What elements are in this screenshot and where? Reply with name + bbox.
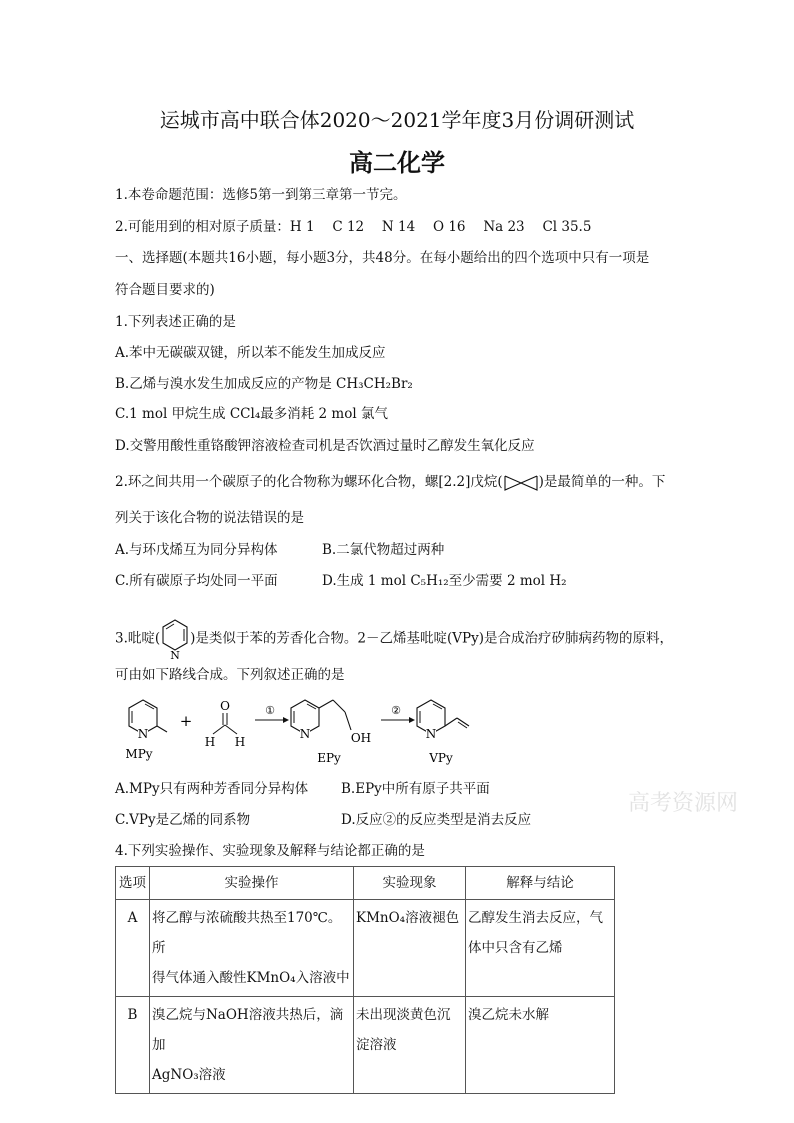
row-a-operation-l1: 将乙醇与浓硫酸共热至170℃。所 (152, 910, 342, 956)
row-b-phenomenon (354, 997, 466, 1094)
q3-option-b: B.EPy中所有原子共平面 (341, 781, 490, 797)
experiment-table (115, 866, 615, 1094)
q1-option-d: D.交警用酸性重铬酸钾溶液检查司机是否饮酒过量时乙醇发生氧化反应 (115, 438, 535, 454)
section-heading-cont: 符合题目要求的) (115, 282, 215, 298)
row-a-phenomenon (354, 900, 466, 997)
note-atomic-masses: 2.可能用到的相对原子质量：H 1 C 12 N 14 O 16 Na 23 Cl 35.5 (115, 219, 592, 235)
epy-oh-group: OH (350, 731, 372, 745)
row-b-operation (150, 997, 354, 1094)
epy-n-atom: N (299, 727, 311, 741)
mpy-structure (125, 700, 167, 761)
header-phenomenon: 实验现象 (354, 867, 466, 900)
header-operation: 实验操作 (150, 867, 354, 900)
pyridine-structure (160, 617, 190, 661)
row-a-option: A (116, 900, 150, 997)
table-row (116, 900, 615, 997)
watermark: 高考资源网 (628, 791, 739, 816)
q1-stem: 1.下列表述正确的是 (115, 314, 236, 330)
row-a-conclusion-l1: 乙醇发生消去反应，气 (468, 910, 603, 926)
row-a-conclusion (466, 900, 615, 997)
formaldehyde-h-left: H (204, 735, 216, 749)
exam-title: 运城市高中联合体2020～2021学年度3月份调研测试 (159, 108, 635, 132)
vpy-structure (417, 700, 469, 765)
formaldehyde-structure (205, 699, 245, 749)
row-a-phenomenon-l1: KMnO₄溶液褪色 (356, 910, 460, 926)
q3-option-c: C.VPy是乙烯的同系物 (115, 812, 251, 828)
table-row (116, 997, 615, 1094)
step-1-label: ① (265, 704, 275, 717)
section-heading: 一、选择题(本题共16小题，每小题3分，共48分。在每小题给出的四个选项中只有一项是 (115, 250, 650, 266)
row-b-option: B (116, 997, 150, 1094)
q1-option-b: B.乙烯与溴水发生加成反应的产物是 CH₃CH₂Br₂ (115, 376, 413, 392)
row-b-conclusion (466, 997, 615, 1094)
reaction-scheme (115, 692, 495, 774)
row-b-phenomenon-l2: 淀溶液 (356, 1037, 397, 1053)
q2-option-c: C.所有碳原子均处同一平面 (115, 573, 278, 589)
mpy-label: MPy (125, 747, 153, 761)
header-conclusion: 解释与结论 (466, 867, 615, 900)
q2-option-a: A.与环戊烯互为同分异构体 (115, 542, 278, 558)
q1-option-a: A.苯中无碳碳双键，所以苯不能发生加成反应 (115, 345, 386, 361)
q3-stem-pre: 3.吡啶( (115, 630, 161, 647)
q4-stem: 4.下列实验操作、实验现象及解释与结论都正确的是 (115, 843, 425, 859)
vpy-n-atom: N (425, 727, 437, 741)
q3-stem-post: )是类似于苯的芳香化合物。2－乙烯基吡啶(VPy)是合成治疗矽肺病药物的原料， (190, 630, 674, 647)
q3-option-d: D.反应②的反应类型是消去反应 (341, 812, 532, 828)
table-header-row (116, 867, 615, 900)
q2-stem-cont: 列关于该化合物的说法错误的是 (115, 510, 304, 526)
epy-label: EPy (317, 751, 341, 765)
vpy-label: VPy (429, 751, 453, 765)
row-a-operation-l2: 得气体通入酸性KMnO₄入溶液中 (152, 970, 350, 986)
row-a-conclusion-l2: 体中只含有乙烯 (468, 940, 563, 956)
row-b-phenomenon-l1: 未出现淡黄色沉 (356, 1007, 451, 1023)
q3-option-a: A.MPy只有两种芳香同分异构体 (115, 781, 309, 797)
subject-title: 高二化学 (349, 148, 445, 177)
epy-structure (291, 700, 371, 765)
q2-option-b: B.二氯代物超过两种 (322, 542, 445, 558)
q2-stem-post: )是最简单的一种。下 (538, 474, 666, 490)
q2-option-d: D.生成 1 mol C₅H₁₂至少需要 2 mol H₂ (322, 573, 567, 589)
header-option: 选项 (116, 867, 150, 900)
q2-stem (115, 473, 665, 492)
q3-stem-cont: 可由如下路线合成。下列叙述正确的是 (115, 667, 345, 683)
formaldehyde-h-right: H (234, 735, 246, 749)
note-scope: 1.本卷命题范围：选修5第一到第三章第一节完。 (115, 187, 407, 203)
q3-stem (115, 617, 673, 661)
q2-stem-pre: 2.环之间共用一个碳原子的化合物称为螺环化合物，螺[2.2]戊烷( (115, 474, 503, 490)
plus-sign: + (179, 712, 193, 730)
pyridine-n-label: N (170, 649, 180, 661)
row-b-operation-l2: AgNO₃溶液 (152, 1067, 226, 1083)
formaldehyde-o-atom: O (220, 699, 230, 713)
row-a-operation (150, 900, 354, 997)
spiropentane-structure (503, 474, 539, 492)
row-b-operation-l1: 溴乙烷与NaOH溶液共热后，滴加 (152, 1007, 344, 1053)
q1-option-c: C.1 mol 甲烷生成 CCl₄最多消耗 2 mol 氯气 (115, 406, 388, 422)
step-2-label: ② (391, 704, 401, 717)
row-b-conclusion-l1: 溴乙烷未水解 (468, 1007, 549, 1023)
mpy-n-atom: N (137, 727, 149, 741)
